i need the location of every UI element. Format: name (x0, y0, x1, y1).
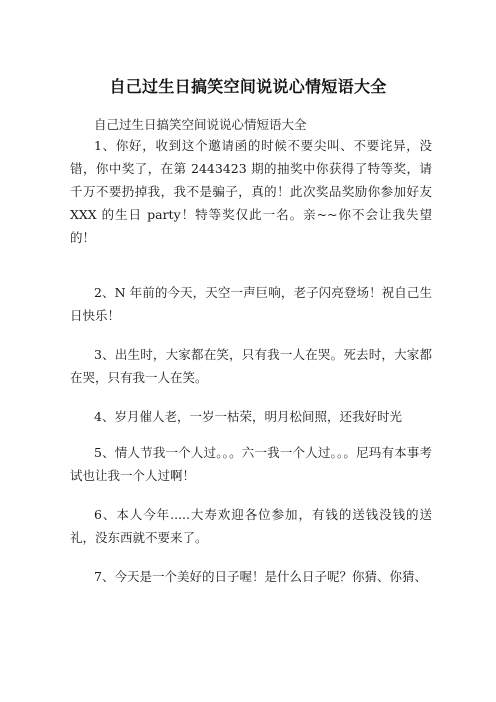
paragraph-6: 6、本人今年.....大寿欢迎各位参加，有钱的送钱没钱的送礼，没东西就不要来了。 (70, 507, 432, 545)
paragraph-5: 5、情人节我一个人过。。。六一我一个人过。。。尼玛有本事考试也让我一个人过啊！ (70, 445, 432, 483)
paragraph-2: 2、N 年前的今天，天空一声巨响，老子闪亮登场！祝自己生日快乐！ (70, 285, 432, 323)
paragraph-7: 7、今天是一个美好的日子喔！是什么日子呢？你猜、你猜、 (94, 569, 427, 584)
paragraph-3: 3、出生时，大家都在笑，只有我一人在哭。死去时，大家都在哭，只有我一人在笑。 (70, 347, 432, 385)
page-title: 自己过生日搞笑空间说说心情短语大全 (109, 77, 387, 96)
paragraph-4: 4、岁月催人老，一岁一枯荣，明月松间照，还我好时光 (94, 409, 402, 424)
paragraph-1: 1、你好，收到这个邀请函的时候不要尖叫、不要诧异，没错，你中奖了，在第 2443423 期的抽奖中你获得了特等奖，请千万不要扔掉我，我不是骗子，真的！此次奖品奖励你参加好友 XXX 的生日 party！特等奖仅此一名。亲~~你不会让我失望的！ (70, 138, 432, 245)
document-subtitle: 自己过生日搞笑空间说说心情短语大全 (94, 117, 307, 132)
